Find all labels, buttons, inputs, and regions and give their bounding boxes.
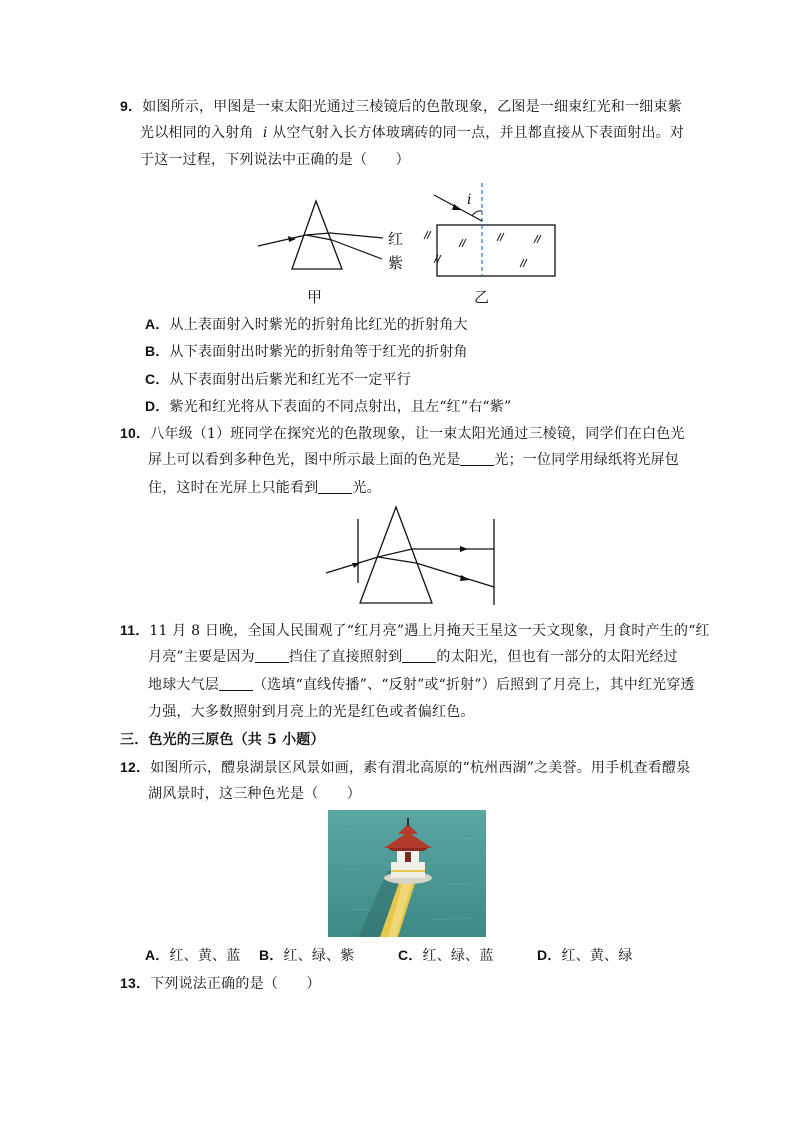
ray-in-prism-bottom [378,557,416,563]
ray-in-prism-top [306,233,330,235]
q11-number: 11． [120,622,150,638]
option-key: C． [398,947,423,963]
lake-pavilion-photo [328,810,486,937]
red-ray-out [330,233,383,238]
q13-number: 13． [120,975,151,991]
q13-line-1 [120,973,321,994]
angle-arc [472,211,482,216]
option-key: B． [145,343,170,359]
answer-blank[interactable] [402,648,436,663]
arrow-head [288,236,296,242]
q12-line-1 [120,757,690,778]
q10-number: 10． [120,425,151,441]
q11-line-3 [148,675,695,695]
q9-option-b[interactable] [145,341,468,362]
q9-number: 9． [120,98,143,114]
q11-line-1 [120,620,710,641]
q10-line-2 [148,450,679,470]
q9-line-3 [140,150,410,170]
label-jia: 甲 [307,288,323,306]
option-key: A． [145,947,170,963]
q12-option-d[interactable] [537,945,633,966]
q10-line-3 [148,478,381,498]
option-key: C． [145,371,170,387]
option-text: 红、绿、蓝 [422,948,494,964]
q9-text-2b: 从空气射入长方体玻璃砖的同一点，并且都直接从下表面射出。对 [272,125,685,141]
label-violet: 紫 [388,254,404,272]
q10-text-3b: 光。 [352,480,381,496]
q11-text-3b: （选填“直线传播”、“反射”或“折射”）后照到了月亮上，其中红光穿透 [253,677,695,693]
option-text: 红、绿、紫 [283,948,355,964]
q11-text-2c: 的太阳光，但也有一部分的太阳光经过 [436,649,678,665]
option-key: D． [537,947,562,963]
q9-option-c[interactable] [145,369,411,390]
q10-text-2b: 光；一位同学用绿纸将光屏包 [494,452,680,468]
q12-number: 12． [120,759,151,775]
q9-text-2a: 光以相同的入射角 [140,125,254,141]
answer-blank[interactable] [460,451,494,466]
prism-jia [292,201,342,269]
option-key: D． [145,398,170,414]
q11-line-4 [148,702,475,722]
q10-line-1 [120,423,685,444]
q10-figure [320,505,500,607]
section-heading: 三．色光的三原色（共 5 小题） [120,732,325,748]
answer-blank[interactable] [318,479,352,494]
glass-block-yi [437,225,555,276]
q9-option-a[interactable] [145,314,468,335]
q9-line-2 [140,123,684,143]
option-text: 从下表面射出后紫光和红光不一定平行 [169,372,411,388]
q12-line-2 [148,784,361,804]
option-text: 从上表面射入时紫光的折射角比红光的折射角大 [169,317,468,333]
q9-line-1 [120,96,682,117]
incident-ray [326,557,378,573]
arrow-head [460,575,470,581]
prism [360,507,432,603]
q10-text-1: 八年级（1）班同学在探究光的色散现象，让一束太阳光通过三棱镜，同学们在白色光 [150,426,685,442]
q11-line-2 [148,647,678,667]
q9-option-d[interactable] [145,396,511,417]
label-red: 红 [388,230,404,248]
q9-angle-symbol: i [262,125,268,141]
q9-text-1: 如图所示，甲图是一束太阳光通过三棱镜后的色散现象，乙图是一细束红光和一细束紫 [142,99,682,115]
ray-in-prism-top [378,549,412,557]
bottom-ray-out [416,563,494,587]
answer-blank[interactable] [219,676,253,691]
q10-text-2a: 屏上可以看到多种色光，图中所示最上面的色光是 [148,452,461,468]
option-text: 红、黄、蓝 [169,948,241,964]
q11-text-1: 11 月 8 日晚，全国人民围观了“红月亮”遇上月掩天王星这一天文现象，月食时产生的“红 [149,623,710,639]
option-text: 从下表面射出时紫光的折射角等于红光的折射角 [169,344,468,360]
q11-text-2b: 挡住了直接照射到 [288,649,403,665]
q13-text-1: 下列说法正确的是（ ） [150,976,321,992]
q12-option-a[interactable] [145,945,241,966]
option-key: A． [145,316,170,332]
q10-text-3a: 住，这时在光屏上只能看到 [148,480,319,496]
q12-text-1: 如图所示，醴泉湖景区风景如画，素有渭北高原的“杭州西湖”之美誉。用手机查看醴泉 [150,760,691,776]
q11-text-4: 力强，大多数照射到月亮上的光是红色或者偏红色。 [148,704,475,720]
q11-text-3a: 地球大气层 [148,677,219,693]
option-key: B． [259,947,284,963]
ray-in-prism-bottom [306,235,332,240]
q11-text-2a: 月亮”主要是因为 [148,649,255,665]
option-text: 红、黄、绿 [561,948,633,964]
incident-ray-jia [258,235,306,246]
label-angle-i: i [467,192,472,208]
q12-option-b[interactable] [259,945,355,966]
violet-ray-out [332,240,382,259]
option-text: 紫光和红光将从下表面的不同点射出，且左“红”右“紫” [169,399,512,415]
q9-figure [250,183,570,308]
arrow-head [460,546,468,552]
answer-blank[interactable] [255,648,289,663]
q12-option-c[interactable] [398,945,494,966]
q9-text-3: 于这一过程，下列说法中正确的是（ ） [140,152,410,168]
label-yi: 乙 [474,288,490,306]
arrow-head [352,563,360,568]
q12-text-2: 湖风景时，这三种色光是（ ） [148,786,361,802]
